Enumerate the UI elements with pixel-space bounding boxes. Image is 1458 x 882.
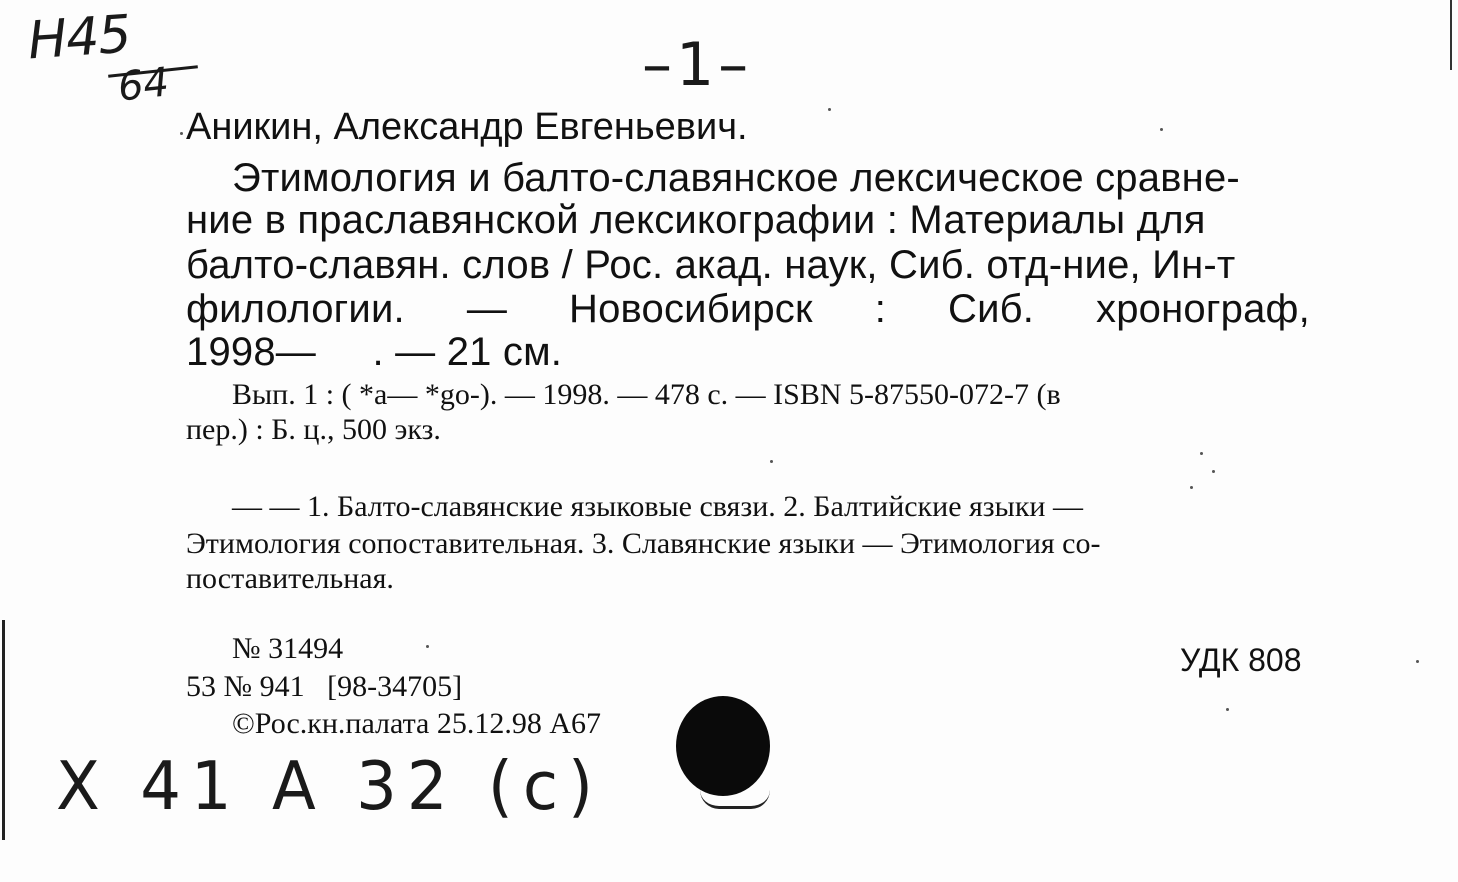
author-heading: Аникин, Александр Евгеньевич. [186, 106, 748, 148]
copyright-line: ©Рос.кн.палата 25.12.98 А67 [232, 707, 602, 740]
udk-code: УДК 808 [1180, 642, 1302, 678]
speck [1212, 470, 1215, 473]
handwritten-shelf-sub: 64 [115, 59, 172, 111]
title-line-2: ние в праславянской лексикографии : Материалы для [186, 198, 1206, 242]
speck [1416, 660, 1419, 663]
title-line-1: Этимология и балто-славянское лексическое сравне- [232, 156, 1240, 200]
imprint-part: филологии. [186, 287, 405, 331]
volume-line-2: пер.) : Б. ц., 500 экз. [186, 413, 441, 446]
speck [828, 108, 831, 111]
volume-line-1: Вып. 1 : ( *а— *go-). — 1998. — 478 с. — ISBN 5-87550-072-7 (в [232, 378, 1061, 411]
stamp-underline [700, 790, 770, 809]
imprint-part: Новосибирск [568, 287, 813, 331]
speck [426, 645, 429, 648]
subject-line-1: — — 1. Балто-славянские языковые связи. 2. Балтийские языки — [232, 490, 1083, 523]
title-line-3: балто-славян. слов / Рос. акад. наук, Сиб. отд-ние, Ин-т [186, 243, 1236, 287]
subject-line-3: поставительная. [186, 562, 394, 595]
record-number: № 31494 [232, 632, 344, 665]
speck [180, 132, 183, 135]
subject-line-2: Этимология сопоставительная. 3. Славянские языки — Этимология со- [186, 527, 1101, 560]
speck [770, 460, 773, 463]
card-edge-left [2, 620, 5, 840]
speck [1226, 708, 1229, 711]
imprint-part: — [466, 287, 508, 331]
speck [1190, 486, 1193, 489]
card-edge-right [1450, 0, 1452, 70]
handwritten-shelf-mark: Н45 [26, 4, 133, 72]
speck [1160, 128, 1163, 131]
imprint-part: : [874, 287, 887, 331]
imprint-part: хронограф, [1096, 287, 1310, 331]
date-size-line: 1998— . — 21 см. [186, 330, 563, 374]
ink-blot-stamp [676, 696, 770, 796]
imprint-part: Сиб. [947, 287, 1035, 331]
registration-number: 53 № 941 [98-34705] [186, 670, 463, 703]
speck [1200, 452, 1203, 455]
handwritten-page-mark: –1– [642, 30, 753, 100]
imprint-line [186, 287, 1310, 332]
handwritten-call-number: Х 41 А 32 (с) [56, 748, 603, 826]
